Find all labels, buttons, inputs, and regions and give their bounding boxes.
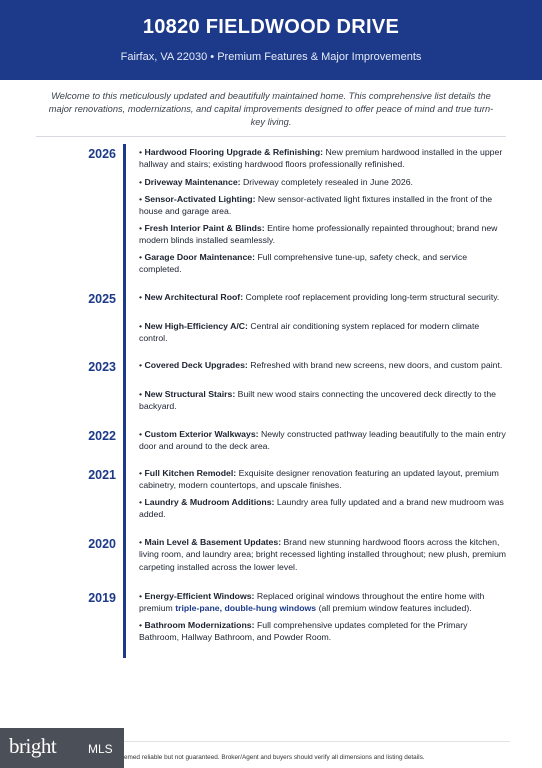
list-item: • Bathroom Modernizations: Full comprehensive updates completed for the Primary Bathroom, Hallway Bathroom, and Powder Room. bbox=[139, 620, 468, 643]
item-highlight: triple-pane, double-hung windows bbox=[175, 603, 317, 614]
list-item: • Garage Door Maintenance: Full comprehensive tune-up, safety check, and service completed. bbox=[139, 252, 468, 275]
divider bbox=[36, 136, 506, 137]
footer-disclaimer: emed reliable but not guaranteed. Broker/Agent and buyers should verify all dimensions and listing details. bbox=[124, 754, 425, 761]
footer-divider bbox=[120, 741, 510, 742]
page-header bbox=[0, 0, 542, 80]
year-label: 2023 bbox=[88, 360, 116, 374]
item-description: Full comprehensive tune-up, safety check, and service completed. bbox=[139, 252, 468, 275]
list-item: • Driveway Maintenance: Driveway completely resealed in June 2026. bbox=[139, 177, 413, 187]
logo-mls: MLS bbox=[88, 742, 113, 756]
item-description: Exquisite designer renovation featuring an updated layout, premium cabinetry, modern countertops, and upscale finishes. bbox=[139, 468, 499, 491]
item-title: Bathroom Modernizations: bbox=[144, 620, 255, 630]
item-description: Driveway completely resealed in June 2026. bbox=[242, 177, 413, 187]
list-item: • Covered Deck Upgrades: Refreshed with brand new screens, new doors, and custom paint. bbox=[139, 360, 503, 370]
item-title: New Structural Stairs: bbox=[144, 389, 236, 399]
list-item: • Main Level & Basement Updates: Brand new stunning hardwood floors across the kitchen, living room, and laundry area; bright recessed lighting installed throughout; new plush, premium carpeting installed across the lower level. bbox=[139, 537, 507, 572]
item-title: Laundry & Mudroom Additions: bbox=[144, 497, 275, 507]
item-description: New sensor-activated light fixtures installed in the front of the house and garage area. bbox=[139, 194, 493, 217]
intro-paragraph: Welcome to this meticulously updated and beautifully maintained home. This comprehensive list details the major renovations, modernizations, and capital improvements designed to offer peace of mind and true turn-key living. bbox=[48, 91, 494, 127]
item-description: Replaced original windows throughout the entire home with premium bbox=[139, 591, 485, 614]
item-description: Brand new stunning hardwood floors across the kitchen, living room, and laundry area; bright recessed lighting installed throughout; new plush, premium carpeting installed across the lower level. bbox=[139, 537, 507, 572]
list-item: • Energy-Efficient Windows: Replaced original windows throughout the entire home with premium triple-pane, double-hung windows (all premium window features included). bbox=[139, 591, 485, 614]
year-label: 2020 bbox=[88, 537, 116, 551]
item-title: New High-Efficiency A/C: bbox=[144, 321, 248, 331]
item-title: Hardwood Flooring Upgrade & Refinishing: bbox=[144, 147, 324, 157]
year-label: 2022 bbox=[88, 429, 116, 443]
logo-brand: bright bbox=[9, 734, 57, 758]
item-title: Fresh Interior Paint & Blinds: bbox=[144, 223, 265, 233]
list-item: • New High-Efficiency A/C: Central air conditioning system replaced for modern climate control. bbox=[139, 321, 480, 344]
item-title: Sensor-Activated Lighting: bbox=[144, 194, 256, 204]
item-title: New Architectural Roof: bbox=[144, 292, 244, 302]
list-item: • Laundry & Mudroom Additions: Laundry area fully updated and a brand new mudroom was added. bbox=[139, 497, 504, 520]
bright-mls-logo bbox=[0, 728, 124, 768]
item-description: Built new wood stairs connecting the uncovered deck directly to the backyard. bbox=[139, 389, 497, 412]
year-label: 2021 bbox=[88, 468, 116, 482]
list-item: • Sensor-Activated Lighting: New sensor-activated light fixtures installed in the front of the house and garage area. bbox=[139, 194, 493, 217]
item-title: Energy-Efficient Windows: bbox=[144, 591, 255, 601]
list-item: • Full Kitchen Remodel: Exquisite designer renovation featuring an updated layout, premium cabinetry, modern countertops, and upscale finishes. bbox=[139, 468, 499, 491]
item-title: Full Kitchen Remodel: bbox=[144, 468, 237, 478]
item-title: Custom Exterior Walkways: bbox=[144, 429, 259, 439]
list-item: • Custom Exterior Walkways: Newly constructed pathway leading beautifully to the main entry door and around to the deck area. bbox=[139, 429, 506, 452]
property-subtitle: Fairfax, VA 22030 • Premium Features & Major Improvements bbox=[120, 51, 422, 63]
item-description: Central air conditioning system replaced for modern climate control. bbox=[139, 321, 480, 344]
list-item: • New Architectural Roof: Complete roof replacement providing long-term structural security. bbox=[139, 292, 500, 302]
item-title: Main Level & Basement Updates: bbox=[144, 537, 282, 547]
item-description: Full comprehensive updates completed for the Primary Bathroom, Hallway Bathroom, and Powder Room. bbox=[139, 620, 468, 643]
year-label: 2026 bbox=[88, 147, 116, 161]
list-item: • New Structural Stairs: Built new wood stairs connecting the uncovered deck directly to the backyard. bbox=[139, 389, 497, 412]
item-description: New premium hardwood installed in the upper hallway and stairs; existing hardwood floors professionally refinished. bbox=[139, 147, 503, 170]
item-description: Refreshed with brand new screens, new doors, and custom paint. bbox=[250, 360, 503, 370]
list-item: • Hardwood Flooring Upgrade & Refinishing: New premium hardwood installed in the upper hallway and stairs; existing hardwood floors professionally refinished. bbox=[139, 147, 503, 170]
timeline-line bbox=[123, 144, 126, 658]
item-title: Driveway Maintenance: bbox=[144, 177, 241, 187]
item-description: Newly constructed pathway leading beautifully to the main entry door and around to the deck area. bbox=[139, 429, 506, 452]
item-title: Garage Door Maintenance: bbox=[144, 252, 256, 262]
year-label: 2025 bbox=[88, 292, 116, 306]
item-description: Entire home professionally repainted throughout; brand new modern blinds installed seamlessly. bbox=[139, 223, 498, 246]
item-description: (all premium window features included). bbox=[318, 603, 472, 614]
item-description: Laundry area fully updated and a brand new mudroom was added. bbox=[139, 497, 504, 520]
property-title: 10820 FIELDWOOD DRIVE bbox=[142, 16, 400, 38]
item-title: Covered Deck Upgrades: bbox=[144, 360, 248, 370]
item-description: Complete roof replacement providing long-term structural security. bbox=[245, 292, 500, 302]
year-label: 2019 bbox=[88, 591, 116, 605]
list-item: • Fresh Interior Paint & Blinds: Entire home professionally repainted throughout; brand new modern blinds installed seamlessly. bbox=[139, 223, 498, 246]
